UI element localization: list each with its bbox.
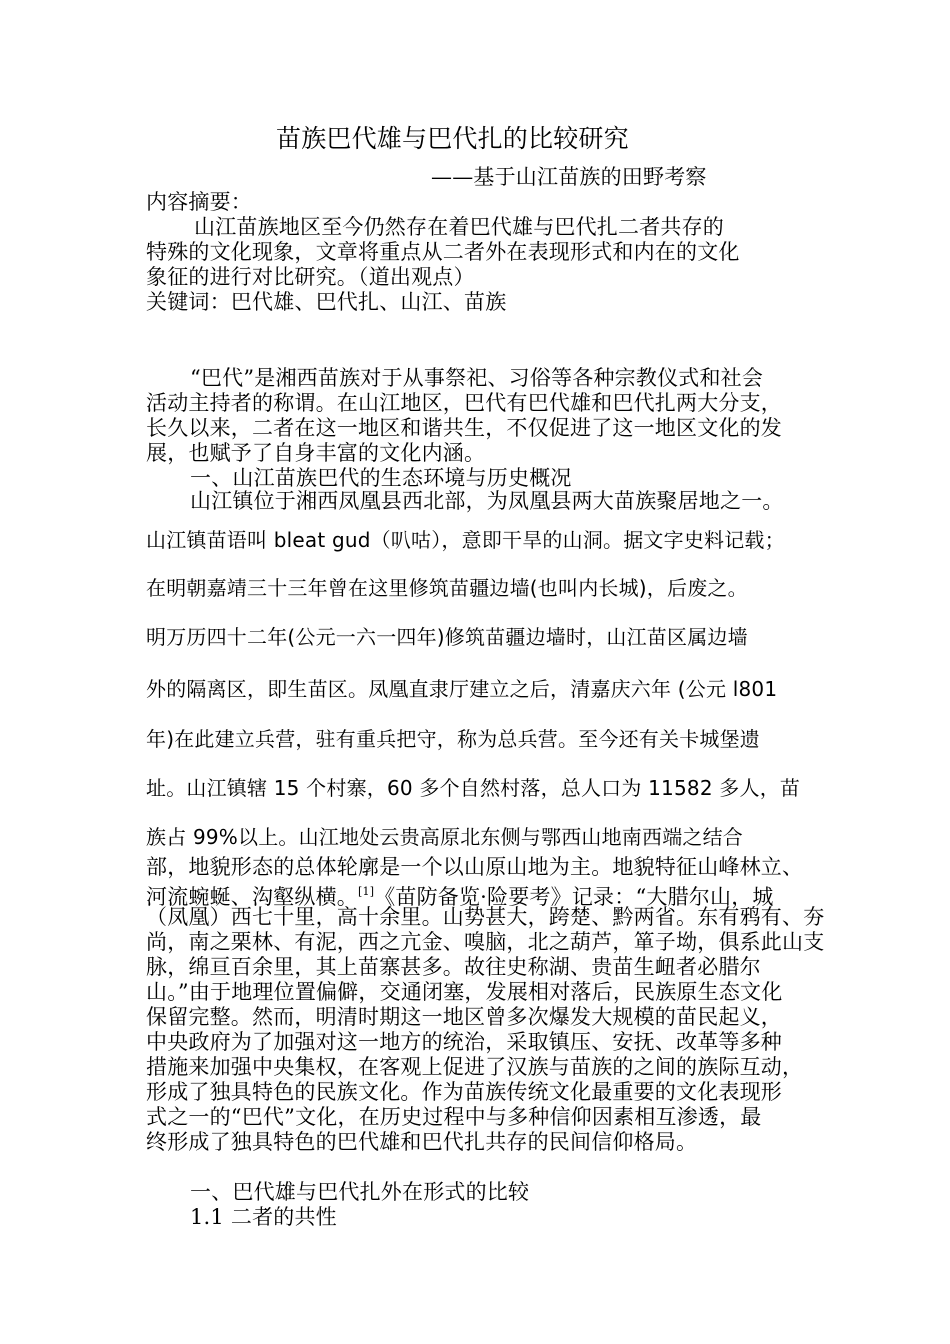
section-wide-line: 年)在此建立兵营，驻有重兵把守，称为总兵营。至今还有关卡城堡遗	[146, 727, 761, 751]
section-wide-line: 外的隔离区，即生苗区。凤凰直隶厅建立之后，清嘉庆六年 (公元 l801	[146, 677, 778, 701]
section-line: 式之一的“巴代”文化，在历史过程中与多种信仰因素相互渗透，最	[146, 1105, 762, 1129]
footnote-ref[interactable]: [1]	[358, 885, 375, 898]
section-line: 脉，绵亘百余里，其上苗寨甚多。故往史称湖、贵苗生衄者必腊尔	[146, 955, 761, 979]
document-subtitle: ——基于山江苗族的田野考察	[431, 165, 707, 189]
abstract-line: 特殊的文化现象，文章将重点从二者外在表现形式和内在的文化	[146, 240, 740, 264]
section-line: （凤凰）西七十里，高十余里。山势甚大，跨楚、黔两省。东有鸦有、夯	[146, 905, 825, 929]
abstract-line: 象征的进行对比研究。（道出观点）	[146, 265, 475, 289]
intro-line: 活动主持者的称谓。在山江地区，巴代有巴代雄和巴代扎两大分支，	[146, 391, 782, 415]
section-heading: 一、巴代雄与巴代扎外在形式的比较	[190, 1180, 530, 1204]
abstract-label: 内容摘要：	[146, 190, 252, 214]
section-wide-line: 在明朝嘉靖三十三年曾在这里修筑苗疆边墙(也叫内长城)，后废之。	[146, 576, 748, 600]
section-line: 措施来加强中央集权，在客观上促进了汉族与苗族的之间的族际互动，	[146, 1055, 804, 1079]
section-line: 山。”由于地理位置偏僻，交通闭塞，发展相对落后，民族原生态文化	[146, 980, 783, 1004]
document-title: 苗族巴代雄与巴代扎的比较研究	[276, 124, 629, 153]
section-line: 尚，南之栗林、有泥，西之亢金、嗅脑，北之葫芦，箪子坳，俱系此山支	[146, 930, 825, 954]
abstract-line: 山江苗族地区至今仍然存在着巴代雄与巴代扎二者共存的	[194, 215, 724, 239]
section-wide-line: 址。山江镇辖 15 个村寨，60 多个自然村落，总人口为 11582 多人，苗	[146, 776, 801, 800]
section-line: 部，地貌形态的总体轮廓是一个以山原山地为主。地貌特征山峰林立、	[146, 855, 804, 879]
section-line-part: 《苗防备览·险要考》记录：“大腊尔山，城	[374, 885, 774, 909]
section-wide-line: 山江镇苗语叫 bleat gud（叭咕），意即干旱的山洞。据文字史料记载；	[146, 528, 785, 552]
intro-line: 长久以来，二者在这一地区和谐共生，不仅促进了这一地区文化的发	[146, 416, 782, 440]
subsection-heading: 1.1 二者的共性	[190, 1205, 337, 1229]
section-wide-line: 族占 99%以上。山江地处云贵高原北东侧与鄂西山地南西端之结合	[146, 825, 744, 849]
section-wide-line: 明万历四十二年(公元一六一四年)修筑苗疆边墙时，山江苗区属边墙	[146, 625, 748, 649]
section-heading: 一、山江苗族巴代的生态环境与历史概况	[190, 466, 572, 490]
keywords-line: 关键词：巴代雄、巴代扎、山江、苗族	[146, 290, 507, 314]
section-line: 保留完整。然而，明清时期这一地区曾多次爆发大规模的苗民起义，	[146, 1005, 782, 1029]
section-line: 形成了独具特色的民族文化。作为苗族传统文化最重要的文化表现形	[146, 1080, 782, 1104]
section-line: 中央政府为了加强对这一地方的统治，采取镇压、安抚、改革等多种	[146, 1030, 782, 1054]
section-line: 山江镇位于湘西凤凰县西北部，为凤凰县两大苗族聚居地之一。	[190, 489, 784, 513]
intro-line: “巴代”是湘西苗族对于从事祭祀、习俗等各种宗教仪式和社会	[190, 366, 764, 390]
intro-line: 展，也赋予了自身丰富的文化内涵。	[146, 441, 486, 465]
section-line-part: 河流蜿蜒、沟壑纵横。	[146, 885, 358, 909]
section-line: 终形成了独具特色的巴代雄和巴代扎共存的民间信仰格局。	[146, 1130, 698, 1154]
